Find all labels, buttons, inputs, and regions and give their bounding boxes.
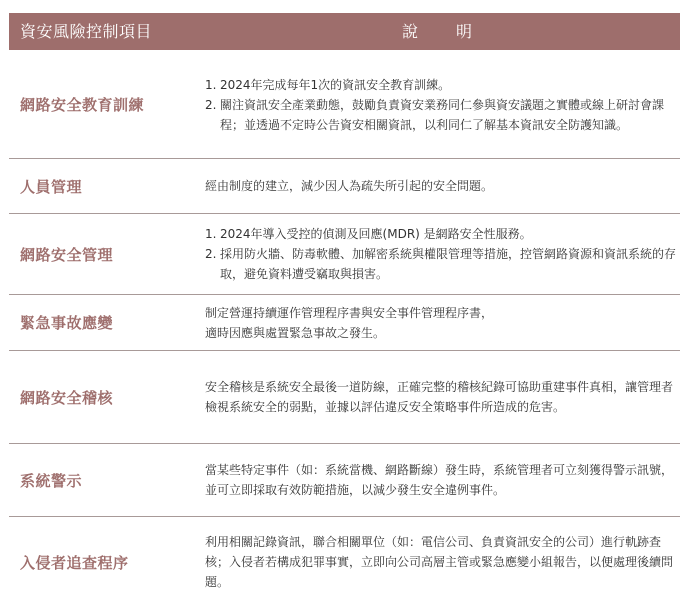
row-label: 網路安全稽核 bbox=[20, 388, 114, 407]
table-row-emergency-response bbox=[9, 295, 680, 351]
row-description: 當某些特定事件（如：系統當機、網路斷線）發生時，系統管理者可立刻獲得警示訊號，並可立即採取有效防範措施，以減少發生安全違例事件。 bbox=[205, 463, 674, 497]
row-label: 網路安全管理 bbox=[20, 245, 114, 264]
table-row-system-alerts bbox=[9, 444, 680, 517]
row-description: 經由制度的建立，減少因人為疏失所引起的安全問題。 bbox=[205, 179, 494, 193]
list-item: 2. 採用防火牆、防毒軟體、加解密系統與權限管理等措施，控管網路資源和資訊系統的存取，避免資料遭受竊取與損害。 bbox=[205, 247, 677, 281]
table-row-personnel-management bbox=[9, 159, 680, 214]
table-row-network-security-management bbox=[9, 214, 680, 295]
table-row-intruder-tracking bbox=[9, 517, 680, 607]
row-label: 入侵者追查程序 bbox=[20, 553, 129, 572]
row-label: 緊急事故應變 bbox=[20, 314, 114, 332]
list-item: 1. 2024年完成每年1次的資訊安全教育訓練。 bbox=[205, 77, 451, 92]
table-row-security-training bbox=[9, 51, 680, 159]
row-description: 安全稽核是系統安全最後一道防線，正確完整的稽核紀錄可協助重建事件真相，讓管理者檢視系統安全的弱點，並據以評估違反安全策略事件所造成的危害。 bbox=[205, 380, 674, 414]
row-description bbox=[205, 51, 676, 158]
row-label: 網路安全教育訓練 bbox=[20, 96, 145, 114]
row-label: 人員管理 bbox=[20, 177, 83, 196]
header-item-column: 資安風險控制項目 bbox=[20, 22, 153, 41]
table-row-security-audit bbox=[9, 351, 680, 444]
row-description: 制定營運持續運作管理程序書與安全事件管理程序書， 適時因應與處置緊急事故之發生。 bbox=[205, 305, 494, 340]
header-description-column: 說明 bbox=[402, 22, 511, 41]
list-item: 2. 關注資訊安全產業動態，鼓勵負責資安業務同仁參與資安議題之實體或線上研討會課程；並透過不定時公告資安相關資訊，以利同仁了解基本資訊安全防護知識。 bbox=[205, 97, 665, 132]
row-label: 系統警示 bbox=[20, 471, 83, 490]
row-description bbox=[205, 214, 676, 294]
row-description: 利用相關記錄資訊，聯合相關單位（如：電信公司、負責資訊安全的公司）進行軌跡查核；入侵者若構成犯罪事實，立即向公司高層主管或緊急應變小組報告，以便處理後續問題。 bbox=[205, 535, 674, 589]
list-item: 1. 2024年導入受控的偵測及回應(MDR) 是網路安全性服務。 bbox=[205, 227, 532, 241]
table-header bbox=[9, 13, 680, 50]
